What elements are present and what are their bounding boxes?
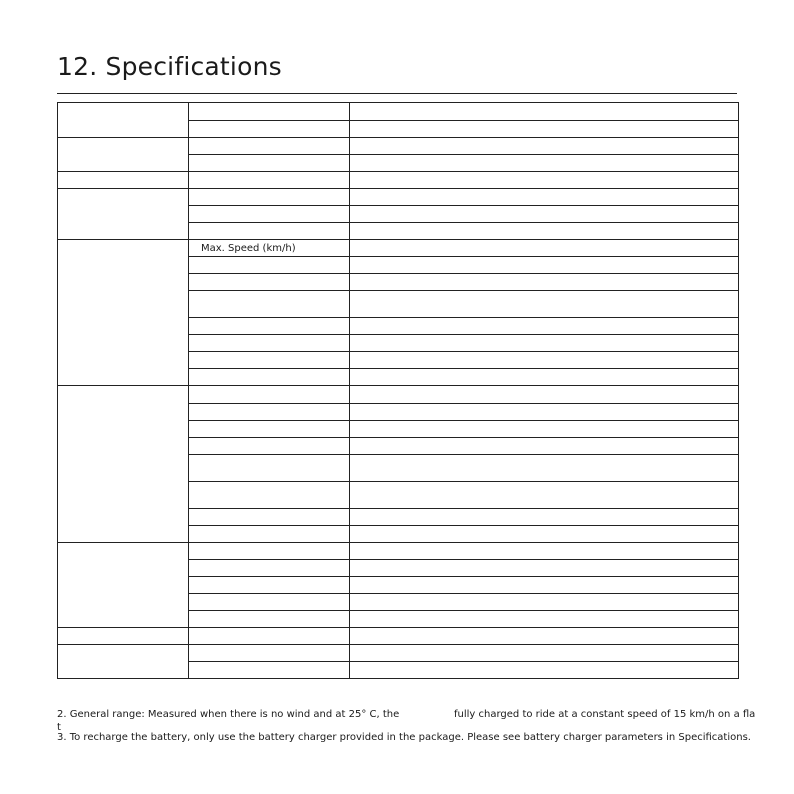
spec-label-cell: [189, 404, 350, 421]
spec-category-cell: [189, 526, 350, 543]
spec-value-cell: [350, 482, 739, 509]
spec-category-cell: [58, 628, 189, 645]
spec-value-cell: [350, 138, 739, 155]
spec-value-cell: [350, 257, 739, 274]
page-title: 12. Specifications: [57, 52, 282, 81]
spec-value-cell: [350, 121, 739, 138]
title-divider: [57, 93, 737, 94]
spec-value-cell: [350, 223, 739, 240]
spec-label-cell: [189, 645, 350, 662]
spec-label-cell: [189, 611, 350, 628]
spec-value-cell: [350, 455, 739, 482]
spec-label-cell: [189, 438, 350, 455]
spec-label-cell: [189, 206, 350, 223]
spec-label-cell: [189, 274, 350, 291]
spec-value-cell: [350, 594, 739, 611]
spec-value-cell: [350, 291, 739, 318]
spec-label-cell: [189, 455, 350, 482]
spec-label-max-speed: Max. Speed (km/h): [189, 240, 350, 257]
specifications-table: [57, 102, 739, 679]
spec-value-cell: [350, 240, 739, 257]
spec-label-cell: [189, 138, 350, 155]
spec-label-cell: [189, 369, 350, 386]
table-row: [58, 138, 739, 155]
spec-category-cell: [58, 103, 189, 138]
spec-label-cell: [189, 318, 350, 335]
spec-category-cell: [58, 543, 189, 628]
spec-value-cell: [350, 189, 739, 206]
spec-label-cell: [350, 526, 739, 543]
spec-value-cell: [350, 560, 739, 577]
spec-label-cell: [189, 257, 350, 274]
spec-value-cell: [350, 386, 739, 404]
spec-label-cell: [189, 121, 350, 138]
footnote-2-continued: fully charged to ride at a constant speed of 15 km/h on a fla: [454, 709, 756, 720]
table-row: [58, 628, 739, 645]
spec-label-cell: [189, 189, 350, 206]
spec-value-cell: [350, 369, 739, 386]
spec-label-cell: [189, 560, 350, 577]
table-row: [58, 240, 739, 257]
footnote-2: 2. General range: Measured when there is no wind and at 25° C, the: [57, 709, 400, 720]
spec-value-cell: [350, 318, 739, 335]
table-row: [58, 543, 739, 560]
footnote-3: 3. To recharge the battery, only use the battery charger provided in the package. Please see battery charger parameters in Specifications.: [57, 732, 751, 743]
spec-label-cell: [189, 155, 350, 172]
spec-value-cell: [350, 155, 739, 172]
table-row: [58, 645, 739, 662]
spec-label-cell: [189, 482, 350, 509]
table-row: [58, 386, 739, 404]
spec-value-cell: [350, 274, 739, 291]
spec-value-cell: [350, 543, 739, 560]
spec-label-cell: [189, 662, 350, 679]
spec-category-cell: [58, 172, 189, 189]
spec-label-cell: [189, 103, 350, 121]
spec-category-cell: [58, 138, 189, 172]
spec-value-cell: [350, 404, 739, 421]
spec-label-cell: [189, 421, 350, 438]
spec-label-cell: [189, 352, 350, 369]
table-row: [58, 189, 739, 206]
spec-value-cell: [350, 645, 739, 662]
spec-label-cell: [189, 172, 350, 189]
spec-value-cell: [350, 509, 739, 526]
spec-value-cell: [350, 172, 739, 189]
footnote-2-wrap: t: [57, 722, 61, 733]
spec-category-cell: [58, 240, 189, 386]
spec-label-cell: [189, 577, 350, 594]
spec-category-cell: [58, 189, 189, 240]
spec-value-cell: [350, 611, 739, 628]
spec-value-cell: [350, 421, 739, 438]
spec-category-cell: [58, 386, 189, 543]
spec-value-cell: [350, 103, 739, 121]
spec-value-cell: [350, 335, 739, 352]
spec-label-cell: [189, 291, 350, 318]
table-row: [58, 172, 739, 189]
spec-value-cell: [350, 628, 739, 645]
spec-category-cell: [58, 645, 189, 679]
spec-label-cell: [189, 509, 350, 526]
spec-value-cell: [350, 577, 739, 594]
spec-value-cell: [350, 662, 739, 679]
spec-label-cell: [189, 223, 350, 240]
spec-value-cell: [350, 352, 739, 369]
spec-label-cell: [189, 386, 350, 404]
table-row: [58, 103, 739, 121]
spec-value-cell: [350, 438, 739, 455]
spec-label-cell: [189, 628, 350, 645]
spec-label-cell: [189, 335, 350, 352]
spec-value-cell: [350, 206, 739, 223]
spec-label-cell: [189, 543, 350, 560]
spec-label-cell: [189, 594, 350, 611]
